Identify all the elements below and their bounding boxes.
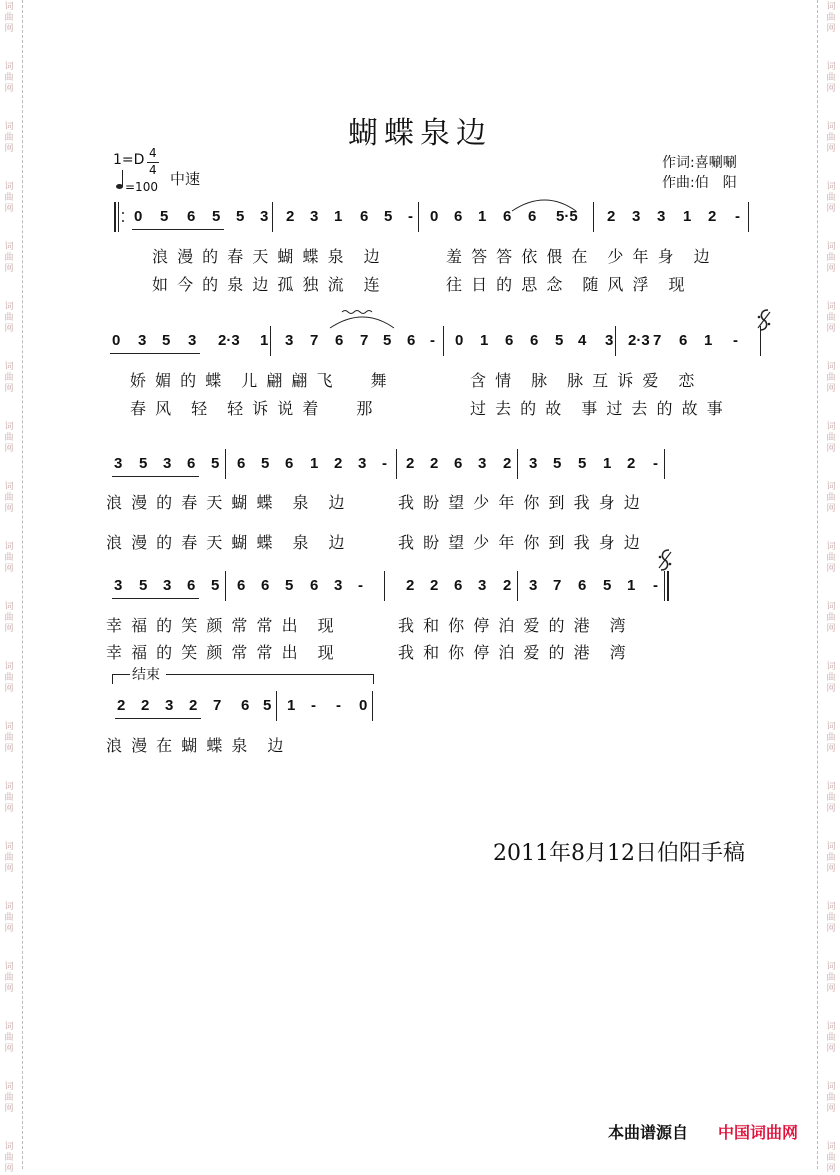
repeat-dot [122,220,124,222]
note: - [430,332,435,349]
note: 6 [285,455,294,472]
watermark-text: 词 曲 网 [4,842,14,874]
lyric-line: 幸 福 的 笑 颜 常 常 出 现 [106,643,336,662]
note: 6 [528,208,537,225]
note: 6 [187,208,196,225]
ending-label: 结束 [132,667,160,683]
note: 3 [605,332,614,349]
watermark-text: 词 曲 网 [4,242,14,274]
note: 5 [285,577,294,594]
source-brand-link[interactable]: 中国词曲网 [718,1123,799,1142]
lyric-line: 我 和 你 停 泊 爱 的 港 湾 [398,616,628,635]
watermark-text: 词 曲 网 [826,602,836,634]
note: 1 [287,697,296,714]
note: 6 [454,455,463,472]
note: - [733,332,738,349]
barline [615,326,616,356]
quarter-note-stem [122,170,123,186]
barline [225,449,226,479]
watermark-text: 词 曲 网 [4,1022,14,1054]
note: 1 [627,577,636,594]
barline [118,202,119,232]
lyric-line: 羞 答 答 依 偎 在 少 年 身 边 [446,247,712,266]
barline [225,571,226,601]
barline [276,691,277,721]
watermark-text: 词 曲 网 [826,662,836,694]
note: 7 [213,697,222,714]
note: 7 [553,577,562,594]
note: 5 [263,697,272,714]
beam [110,353,200,354]
note: 2 [189,697,198,714]
watermark-text: 词 曲 网 [826,842,836,874]
watermark-text: 词 曲 网 [826,1082,836,1114]
barline [664,571,665,601]
watermark-text: 词 曲 网 [4,782,14,814]
watermark-text: 词 曲 网 [826,782,836,814]
note: 2 [607,208,616,225]
repeat-dot [122,212,124,214]
ending-bracket-left [112,674,130,675]
source-prefix: 本曲谱源自 [608,1123,689,1142]
note: 6 [310,577,319,594]
note: 3 [632,208,641,225]
watermark-text: 词 曲 网 [4,662,14,694]
note: 6 [360,208,369,225]
note: 3 [529,455,538,472]
note: 5 [211,577,220,594]
barline [272,202,273,232]
note: 3 [163,455,172,472]
lyric-line: 过 去 的 故 事 过 去 的 故 事 [470,399,725,418]
note: 2 [430,455,439,472]
note: 1 [310,455,319,472]
watermark-text: 词 曲 网 [826,722,836,754]
note: 2·3 [218,332,240,349]
note: 6 [454,208,463,225]
note: 3 [188,332,197,349]
barline [748,202,749,232]
note: 6 [503,208,512,225]
beam [112,476,199,477]
note: 3 [657,208,666,225]
watermark-text: 词 曲 网 [826,362,836,394]
watermark-text: 词 曲 网 [4,542,14,574]
watermark-text: 词 曲 网 [826,422,836,454]
lyric-line: 往 日 的 思 念 随 风 浮 现 [446,275,687,294]
note: 3 [260,208,269,225]
ending-bracket-line [166,674,374,675]
note: 5·5 [556,208,578,225]
final-barline [667,571,669,601]
watermark-text: 词 曲 网 [826,1142,836,1174]
lyric-line: 浪 漫 在 蝴 蝶 泉 边 [106,736,286,755]
note: 2 [503,577,512,594]
note: 3 [138,332,147,349]
segno-icon [754,308,774,332]
note: 2 [708,208,717,225]
note: 6 [187,577,196,594]
time-signature-top: 4 [149,146,157,160]
note: 1 [603,455,612,472]
note: 3 [285,332,294,349]
trill-slur-icon [328,300,398,330]
watermark-text: 词 曲 网 [826,2,836,34]
watermark-text: 词 曲 网 [826,482,836,514]
note: 1 [478,208,487,225]
song-title: 蝴蝶泉边 [348,116,492,151]
note: 5 [383,332,392,349]
note: 0 [112,332,121,349]
tempo-text: 中速 [170,170,201,188]
barline [396,449,397,479]
barline [418,202,419,232]
barline [593,202,594,232]
barline [270,326,271,356]
note: 5 [261,455,270,472]
key-signature: 1=D [113,152,145,168]
note: 2 [430,577,439,594]
barline [443,326,444,356]
note: 3 [114,577,123,594]
note: 5 [160,208,169,225]
note: 2 [286,208,295,225]
note: 5 [139,455,148,472]
note: 3 [334,577,343,594]
watermark-text: 词 曲 网 [4,482,14,514]
note: - [336,697,341,714]
note: 3 [165,697,174,714]
note: 6 [530,332,539,349]
watermark-text: 词 曲 网 [826,902,836,934]
beam [112,598,199,599]
note: 2 [406,455,415,472]
watermark-text: 词 曲 网 [4,722,14,754]
watermark-text: 词 曲 网 [826,1022,836,1054]
note: 6 [237,577,246,594]
lyric-line: 浪 漫 的 春 天 蝴 蝶 泉 边 [106,493,347,512]
note: 2 [334,455,343,472]
watermark-text: 词 曲 网 [826,122,836,154]
note: 5 [162,332,171,349]
note: 1 [683,208,692,225]
note: 2·3 [628,332,650,349]
note: 3 [114,455,123,472]
note: 0 [359,697,368,714]
note: 6 [335,332,344,349]
lyricist: 作词:喜唰唰 [662,155,737,171]
lyric-line: 如 今 的 泉 边 孤 独 流 连 [152,275,382,294]
note: - [735,208,740,225]
note: 1 [260,332,269,349]
lyric-line: 浪 漫 的 春 天 蝴 蝶 泉 边 [106,533,347,552]
ending-bracket-left-tick [112,674,113,684]
note: 1 [334,208,343,225]
lyric-line: 春 风 轻 轻 诉 说 着 那 [130,399,375,418]
watermark-text: 词 曲 网 [4,1142,14,1174]
note: 3 [358,455,367,472]
note: - [311,697,316,714]
watermark-text: 词 曲 网 [4,62,14,94]
note: 5 [211,455,220,472]
lyric-line: 娇 媚 的 蝶 儿 翩 翩 飞 舞 [130,371,389,390]
barline [372,691,373,721]
repeat-barline [114,202,116,232]
watermark-text: 词 曲 网 [826,62,836,94]
date-signature: 2011年8月12日伯阳手稿 [493,841,745,866]
lyric-line: 我 和 你 停 泊 爱 的 港 湾 [398,643,628,662]
note: 5 [236,208,245,225]
note: 5 [553,455,562,472]
note: 5 [212,208,221,225]
note: 3 [163,577,172,594]
lyric-line: 浪 漫 的 春 天 蝴 蝶 泉 边 [152,247,382,266]
lyric-line: 幸 福 的 笑 颜 常 常 出 现 [106,616,336,635]
watermark-text: 词 曲 网 [826,302,836,334]
watermark-text: 词 曲 网 [4,2,14,34]
segno-icon-2 [655,548,675,572]
note: 5 [384,208,393,225]
note: 6 [454,577,463,594]
beam [115,718,201,719]
note: - [653,577,658,594]
note: 3 [478,455,487,472]
note: 5 [139,577,148,594]
note: - [382,455,387,472]
tempo-mark: =100 [125,180,158,194]
barline [517,449,518,479]
note: 2 [627,455,636,472]
watermark-text: 词 曲 网 [4,422,14,454]
watermark-text: 词 曲 网 [4,902,14,934]
note: 4 [578,332,587,349]
watermark-text: 词 曲 网 [4,962,14,994]
note: 3 [478,577,487,594]
watermark-text: 词 曲 网 [4,302,14,334]
time-signature-bottom: 4 [149,163,157,177]
watermark-text: 词 曲 网 [826,542,836,574]
note: 0 [430,208,439,225]
note: 0 [134,208,143,225]
composer: 作曲:伯 阳 [662,175,737,191]
barline [384,571,385,601]
note: 6 [187,455,196,472]
barline [517,571,518,601]
note: 1 [704,332,713,349]
note: 5 [578,455,587,472]
ending-bracket-right-tick [373,674,374,684]
lyric-line: 我 盼 望 少 年 你 到 我 身 边 [398,533,642,552]
note: 7 [653,332,662,349]
note: 6 [237,455,246,472]
watermark-text: 词 曲 网 [4,122,14,154]
watermark-text: 词 曲 网 [4,602,14,634]
watermark-text: 词 曲 网 [826,242,836,274]
note: 1 [480,332,489,349]
note: 3 [310,208,319,225]
note: 2 [503,455,512,472]
note: 6 [241,697,250,714]
watermark-text: 词 曲 网 [826,182,836,214]
note: 6 [679,332,688,349]
note: 6 [505,332,514,349]
note: 2 [406,577,415,594]
note: 5 [603,577,612,594]
watermark-text: 词 曲 网 [4,182,14,214]
note: 6 [407,332,416,349]
note: - [408,208,413,225]
note: 6 [578,577,587,594]
note: 6 [261,577,270,594]
note: - [653,455,658,472]
note: 7 [310,332,319,349]
note: 7 [360,332,369,349]
watermark-text: 词 曲 网 [826,962,836,994]
note: 2 [141,697,150,714]
note: - [358,577,363,594]
note: 5 [555,332,564,349]
watermark-text: 词 曲 网 [4,362,14,394]
note: 0 [455,332,464,349]
watermark-text: 词 曲 网 [4,1082,14,1114]
lyric-line: 我 盼 望 少 年 你 到 我 身 边 [398,493,642,512]
lyric-line: 含 情 脉 脉 互 诉 爱 恋 [470,371,697,390]
beam [132,229,224,230]
barline [664,449,665,479]
note: 3 [529,577,538,594]
slur-icon [510,193,580,213]
note: 2 [117,697,126,714]
